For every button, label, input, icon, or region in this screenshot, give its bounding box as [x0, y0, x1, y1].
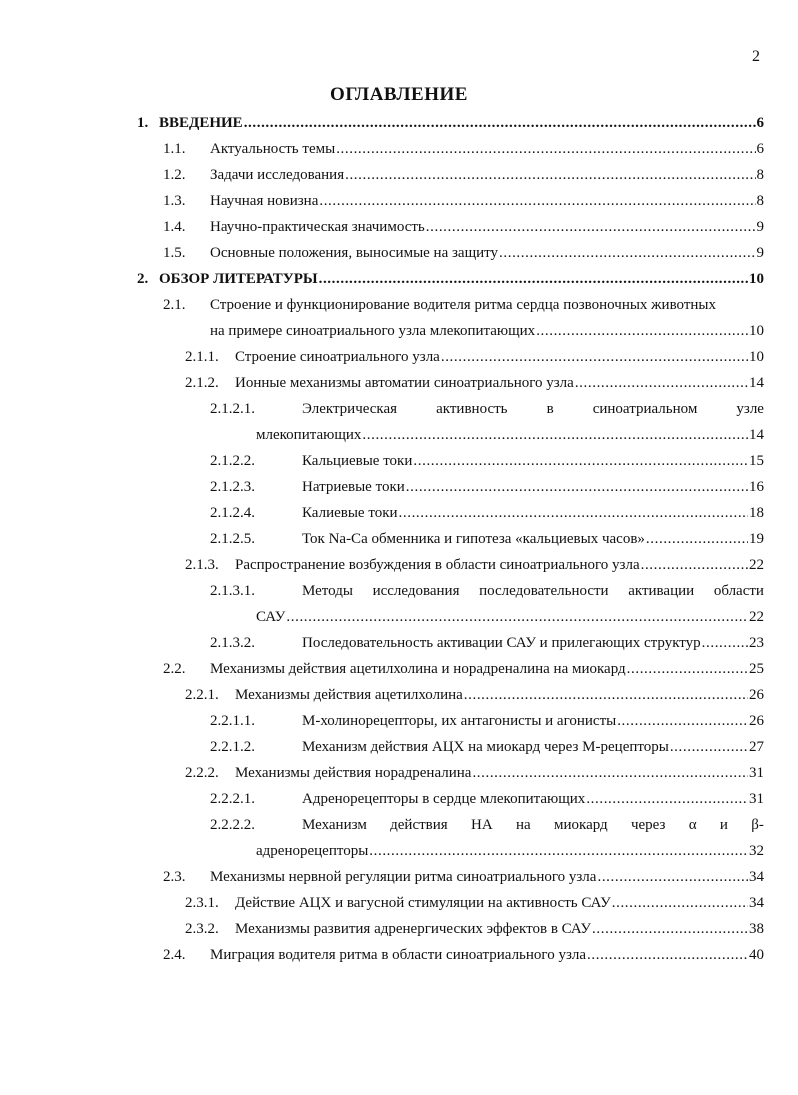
- toc-text: Действие АЦХ и вагусной стимуляции на активность САУ: [235, 895, 611, 911]
- toc-text: Механизмы действия норадреналина: [235, 765, 472, 781]
- toc-entry-2-1-2-2[interactable]: [210, 452, 764, 470]
- toc-number: 2.1.2.1.: [210, 401, 255, 417]
- toc-entry-2-2-1[interactable]: [185, 686, 764, 704]
- toc-number: 2.3.2.: [185, 921, 219, 937]
- toc-text: млекопитающих: [256, 427, 362, 443]
- toc-entry-2-1-3-1-cont[interactable]: [256, 608, 764, 626]
- toc-number: 2.1.2.5.: [210, 531, 255, 547]
- toc-number: 2.: [137, 271, 149, 287]
- toc-entry-2-1-cont[interactable]: [210, 322, 764, 340]
- toc-text: Строение и функционирование водителя ритма сердца позвоночных животных: [210, 297, 717, 313]
- toc-number: 2.1.3.2.: [210, 635, 255, 651]
- toc-number: 1.3.: [163, 193, 186, 209]
- dot-leader: [641, 556, 748, 574]
- toc-page: 23: [749, 635, 764, 651]
- toc-text: Ионные механизмы автоматии синоатриального узла: [235, 375, 574, 391]
- toc-entry-2-2-1-2[interactable]: [210, 738, 764, 756]
- dot-leader: [499, 244, 755, 262]
- page-number: 2: [752, 48, 760, 65]
- toc-text: Механизмы действия ацетилхолина: [235, 687, 463, 703]
- toc-entry-2-2[interactable]: [163, 660, 764, 678]
- toc-word: в: [546, 401, 554, 417]
- toc-text: Актуальность темы: [210, 141, 336, 157]
- toc-entry-2-1-3-2[interactable]: [210, 634, 764, 652]
- toc-page: 8: [756, 167, 764, 183]
- dot-leader: [413, 452, 748, 470]
- toc-text: Механизмы развития адренергических эффектов в САУ: [235, 921, 592, 937]
- dot-leader: [472, 764, 748, 782]
- toc-page: 27: [749, 739, 764, 755]
- toc-page: 16: [749, 479, 764, 495]
- toc-number: 2.1.2.: [185, 375, 219, 391]
- toc-page: 10: [749, 323, 764, 339]
- toc-entry-1-2[interactable]: [163, 166, 764, 184]
- toc-page: 22: [749, 557, 764, 573]
- toc-word: α: [688, 817, 697, 833]
- dot-leader: [646, 530, 748, 548]
- toc-page: 34: [749, 869, 764, 885]
- toc-entry-2-2-1-1[interactable]: [210, 712, 764, 730]
- toc-entry-2-2-2[interactable]: [185, 764, 764, 782]
- toc-text: Научная новизна: [210, 193, 319, 209]
- toc-entry-1-1[interactable]: [163, 140, 764, 158]
- toc-word: активность: [436, 401, 508, 417]
- toc-number: 2.1.3.: [185, 557, 219, 573]
- toc-page: 26: [749, 713, 764, 729]
- toc-number: 2.1.2.3.: [210, 479, 255, 495]
- toc-page: 31: [749, 791, 764, 807]
- toc-entry-2-3[interactable]: [163, 868, 764, 886]
- toc-number: 2.2.1.1.: [210, 713, 255, 729]
- toc-number: 1.4.: [163, 219, 186, 235]
- toc-text: Научно-практическая значимость: [210, 219, 425, 235]
- toc-page: 14: [749, 375, 764, 391]
- toc-word: Электрическая: [302, 401, 398, 417]
- toc-text: ОБЗОР ЛИТЕРАТУРЫ: [159, 271, 318, 287]
- toc-text: ВВЕДЕНИЕ: [159, 115, 243, 131]
- toc-number: 2.2.1.: [185, 687, 219, 703]
- toc-number: 2.2.2.: [185, 765, 219, 781]
- toc-word: активации: [628, 583, 695, 599]
- toc-text: Натриевые токи: [302, 479, 405, 495]
- toc-number: 1.5.: [163, 245, 186, 261]
- toc-number: 1.2.: [163, 167, 186, 183]
- toc-number: 2.1.1.: [185, 349, 219, 365]
- toc-entry-1-5[interactable]: [163, 244, 764, 262]
- toc-word: через: [630, 817, 666, 833]
- dot-leader: [426, 218, 756, 236]
- dot-leader: [319, 270, 748, 288]
- toc-text: Калиевые токи: [302, 505, 398, 521]
- toc-text: адренорецепторы: [256, 843, 369, 859]
- dot-leader: [597, 868, 748, 886]
- toc-text: Механизм действия АЦХ на миокард через М-рецепторы: [302, 739, 669, 755]
- toc-text: Механизмы нервной регуляции ритма синоатриального узла: [210, 869, 597, 885]
- dot-leader: [536, 322, 748, 340]
- toc-page: 15: [749, 453, 764, 469]
- toc-entry-1-3[interactable]: [163, 192, 764, 210]
- toc-number: 2.2.1.2.: [210, 739, 255, 755]
- dot-leader: [319, 192, 755, 210]
- toc-number: 2.1.2.4.: [210, 505, 255, 521]
- toc-word: Механизм: [302, 817, 367, 833]
- dot-leader: [441, 348, 748, 366]
- toc-entry-2-1-2-1-words: [302, 400, 764, 418]
- toc-word: области: [713, 583, 764, 599]
- dot-leader: [587, 946, 748, 964]
- toc-word: исследования: [372, 583, 460, 599]
- toc-entry-2-3-2[interactable]: [185, 920, 764, 938]
- toc-entry-2-3-1[interactable]: [185, 894, 764, 912]
- toc-text: Строение синоатриального узла: [235, 349, 440, 365]
- toc-page: 14: [749, 427, 764, 443]
- toc-page: 10: [749, 349, 764, 365]
- toc-entry-2-1-3-1-words: [302, 582, 764, 600]
- toc-page: 10: [749, 271, 764, 287]
- toc-text: Механизмы действия ацетилхолина и норадреналина на миокард: [210, 661, 626, 677]
- toc-text: Задачи исследования: [210, 167, 345, 183]
- dot-leader: [670, 738, 748, 756]
- toc-entry-2-4[interactable]: [163, 946, 764, 964]
- dot-leader: [244, 114, 756, 132]
- toc-page: 6: [756, 141, 764, 157]
- toc-word: НА: [471, 817, 493, 833]
- toc-text: Распространение возбуждения в области синоатриального узла: [235, 557, 640, 573]
- dot-leader: [399, 504, 748, 522]
- toc-page: 34: [749, 895, 764, 911]
- dot-leader: [627, 660, 748, 678]
- toc-page: 6: [756, 115, 764, 131]
- dot-leader: [464, 686, 748, 704]
- toc-text: Последовательность активации САУ и прилегающих структур: [302, 635, 701, 651]
- toc-page: 8: [756, 193, 764, 209]
- toc-word: последовательности: [479, 583, 609, 599]
- toc-entry-2-1-3[interactable]: [185, 556, 764, 574]
- toc-entry-2-1-1[interactable]: [185, 348, 764, 366]
- toc-text: Адренорецепторы в сердце млекопитающих: [302, 791, 586, 807]
- toc-entry-2-2-2-2-words: [302, 816, 764, 834]
- toc-word: и: [719, 817, 728, 833]
- dot-leader: [612, 894, 748, 912]
- toc-entry-1[interactable]: [137, 114, 764, 132]
- page-title: ОГЛАВЛЕНИЕ: [330, 84, 468, 105]
- toc-page: 18: [749, 505, 764, 521]
- dot-leader: [362, 426, 748, 444]
- toc-page: 38: [749, 921, 764, 937]
- toc-number: 2.1.3.1.: [210, 583, 255, 599]
- dot-leader: [575, 374, 748, 392]
- toc-page: 9: [756, 245, 764, 261]
- toc-word: β-: [751, 817, 764, 833]
- dot-leader: [345, 166, 755, 184]
- toc-word: на: [515, 817, 531, 833]
- toc-entry-2-1-2-4[interactable]: [210, 504, 764, 522]
- toc-number: 1.: [137, 115, 149, 131]
- dot-leader: [369, 842, 748, 860]
- toc-page: 22: [749, 609, 764, 625]
- toc-page: 32: [749, 843, 764, 859]
- toc-page: 19: [749, 531, 764, 547]
- toc-entry-2[interactable]: [137, 270, 764, 288]
- dot-leader: [406, 478, 748, 496]
- dot-leader: [617, 712, 748, 730]
- toc-entry-1-4[interactable]: [163, 218, 764, 236]
- toc-text: Кальциевые токи: [302, 453, 413, 469]
- toc-text: на примере синоатриального узла млекопитающих: [210, 323, 536, 339]
- toc-page: 31: [749, 765, 764, 781]
- toc-entry-2-1-2-5[interactable]: [210, 530, 764, 548]
- toc-number: 2.3.1.: [185, 895, 219, 911]
- toc-word: Методы: [302, 583, 353, 599]
- toc-entry-2-1[interactable]: [163, 296, 764, 314]
- toc-number: 2.1.: [163, 297, 186, 313]
- toc-word: действия: [390, 817, 448, 833]
- dot-leader: [702, 634, 748, 652]
- toc-word: миокард: [553, 817, 608, 833]
- toc-number: 2.3.: [163, 869, 186, 885]
- toc-entry-2-1-2-1-cont[interactable]: [256, 426, 764, 444]
- toc-text: САУ: [256, 609, 286, 625]
- dot-leader: [286, 608, 748, 626]
- toc-entry-2-1-2[interactable]: [185, 374, 764, 392]
- dot-leader: [586, 790, 748, 808]
- toc-text: М-холинорецепторы, их антагонисты и агонисты: [302, 713, 617, 729]
- toc-number: 2.4.: [163, 947, 186, 963]
- toc-entry-2-1-2-3[interactable]: [210, 478, 764, 496]
- toc-entry-2-2-2-2-cont[interactable]: [256, 842, 764, 860]
- toc-number: 2.2.2.1.: [210, 791, 255, 807]
- toc-text: Миграция водителя ритма в области синоатриального узла: [210, 947, 587, 963]
- toc-text: Основные положения, выносимые на защиту: [210, 245, 499, 261]
- toc-number: 2.2.: [163, 661, 186, 677]
- toc-entry-2-2-2-1[interactable]: [210, 790, 764, 808]
- toc-word: узле: [736, 401, 764, 417]
- toc-text: Ток Na-Ca обменника и гипотеза «кальциевых часов»: [302, 531, 645, 547]
- dot-leader: [336, 140, 755, 158]
- toc-number: 2.1.2.2.: [210, 453, 255, 469]
- toc-number: 2.2.2.2.: [210, 817, 255, 833]
- toc-page: 40: [749, 947, 764, 963]
- dot-leader: [592, 920, 748, 938]
- toc-page: 9: [756, 219, 764, 235]
- toc-page: 26: [749, 687, 764, 703]
- toc-word: синоатриальном: [592, 401, 698, 417]
- toc-page: 25: [749, 661, 764, 677]
- toc-number: 1.1.: [163, 141, 186, 157]
